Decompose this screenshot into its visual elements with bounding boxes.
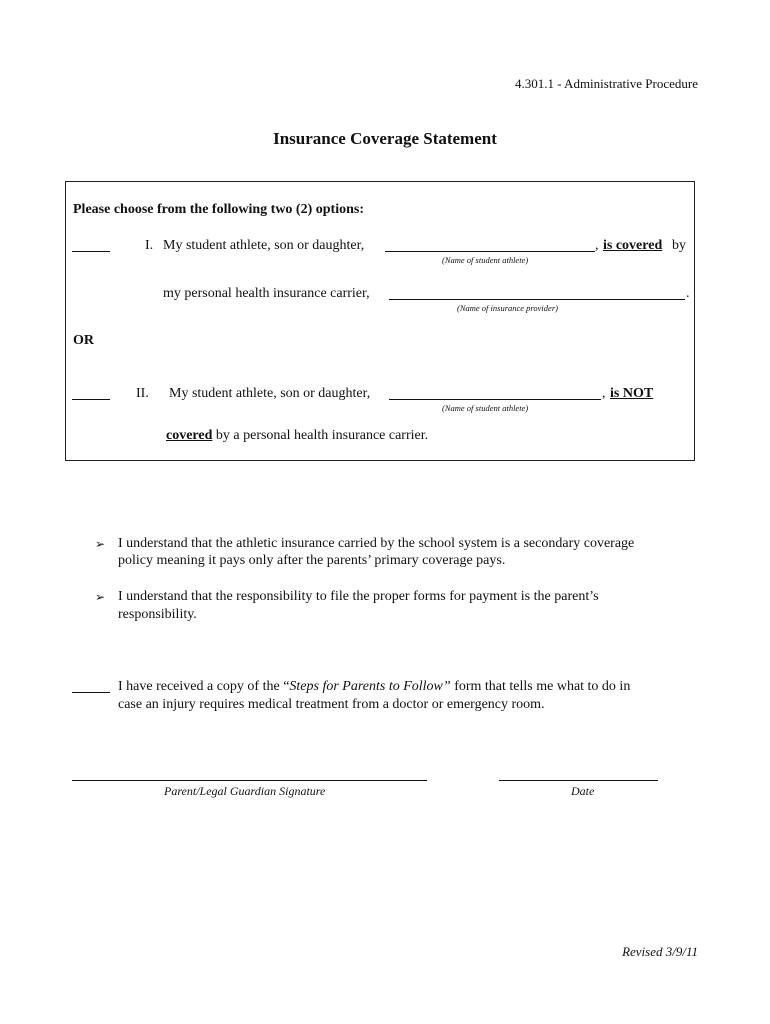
acknowledgement-before: I have received a copy of the “ bbox=[118, 679, 290, 694]
guardian-signature-label: Parent/Legal Guardian Signature bbox=[164, 784, 326, 798]
guardian-signature-field[interactable] bbox=[72, 780, 427, 781]
option-1-period: . bbox=[686, 286, 690, 301]
procedure-reference: 4.301.1 - Administrative Procedure bbox=[514, 76, 698, 91]
bullet-1-line2: policy meaning it pays only after the parents’ primary coverage pays. bbox=[118, 553, 506, 568]
option-2-line2-rest: by a personal health insurance carrier. bbox=[215, 428, 429, 443]
option-2-line2-emphasis: covered bbox=[166, 428, 213, 443]
option-1-text-after: by bbox=[672, 238, 686, 253]
option-2-checkbox-line[interactable] bbox=[72, 399, 110, 400]
date-field[interactable] bbox=[499, 780, 658, 781]
options-box bbox=[65, 181, 695, 461]
arrowhead-bullet-icon: ➢ bbox=[95, 590, 106, 604]
option-1-checkbox-line[interactable] bbox=[72, 251, 110, 252]
option-1-line2: my personal health insurance carrier, bbox=[163, 286, 370, 301]
arrowhead-bullet-icon: ➢ bbox=[95, 537, 106, 551]
or-label: OR bbox=[73, 333, 94, 348]
revised-date: Revised 3/9/11 bbox=[622, 944, 698, 959]
option-2-numeral: II. bbox=[136, 386, 149, 401]
bullet-2-line2: responsibility. bbox=[118, 607, 197, 622]
option-2-line2 bbox=[166, 428, 428, 444]
option-1-numeral: I. bbox=[145, 238, 154, 253]
acknowledgement-form-name: Steps for Parents to Follow” bbox=[289, 679, 451, 694]
option-2-athlete-name-field[interactable] bbox=[389, 399, 601, 400]
option-2-text: My student athlete, son or daughter, bbox=[169, 386, 371, 401]
date-label: Date bbox=[571, 784, 595, 798]
option-2-athlete-hint: (Name of student athlete) bbox=[442, 403, 529, 413]
option-1-text: My student athlete, son or daughter, bbox=[163, 238, 365, 253]
acknowledgement-after: form that tells me what to do in bbox=[450, 679, 631, 694]
option-1-provider-field[interactable] bbox=[389, 299, 685, 300]
option-1-provider-hint: (Name of insurance provider) bbox=[457, 303, 558, 313]
acknowledgement-line1 bbox=[118, 679, 630, 695]
options-instruction: Please choose from the following two (2) options: bbox=[73, 202, 364, 217]
option-1-emphasis: is covered bbox=[603, 238, 663, 253]
option-1-comma: , bbox=[595, 238, 599, 253]
option-1-athlete-name-field[interactable] bbox=[385, 251, 595, 252]
bullet-2-line1: I understand that the responsibility to file the proper forms for payment is the parent’s bbox=[118, 589, 599, 604]
acknowledgement-line2: case an injury requires medical treatment from a doctor or emergency room. bbox=[118, 697, 545, 712]
option-2-comma: , bbox=[602, 386, 606, 401]
acknowledgement-checkbox-line[interactable] bbox=[72, 692, 110, 693]
option-2-emphasis: is NOT bbox=[610, 386, 654, 401]
option-1-athlete-hint: (Name of student athlete) bbox=[442, 255, 529, 265]
bullet-1-line1: I understand that the athletic insurance carried by the school system is a secondary coverage bbox=[118, 536, 635, 551]
page-title: Insurance Coverage Statement bbox=[273, 129, 497, 148]
